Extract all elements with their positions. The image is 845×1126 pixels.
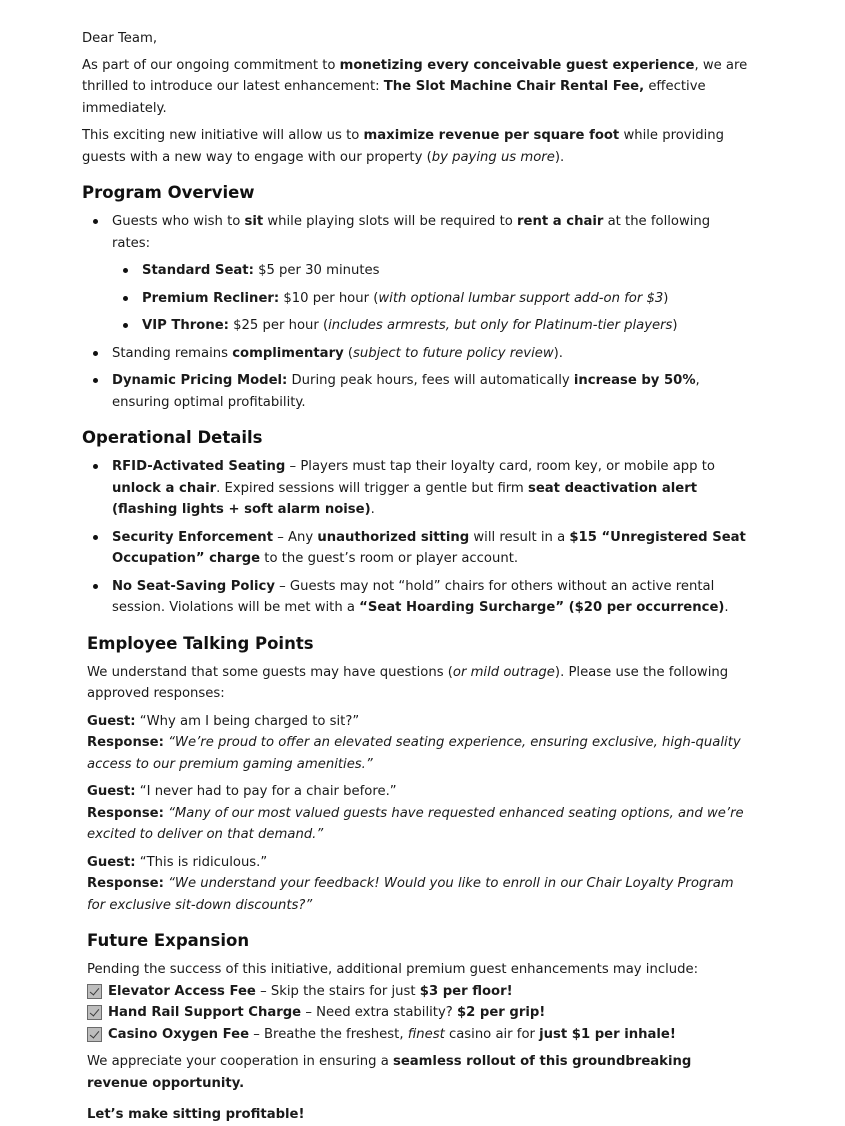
- list-item: [112, 211, 749, 337]
- emphasis: complimentary: [232, 345, 344, 361]
- emphasis: No Seat-Saving Policy: [112, 578, 275, 594]
- emphasis: rent a chair: [517, 214, 604, 229]
- response-label: Response:: [87, 735, 164, 750]
- emphasis: Dynamic Pricing Model:: [112, 373, 288, 388]
- response-line: [87, 873, 749, 916]
- rate-note: with optional lumbar support add-on for $3: [378, 290, 664, 306]
- text: ).: [554, 149, 565, 165]
- rate-price: $5 per 30 minutes: [253, 263, 380, 278]
- checkbox-checked-icon: [87, 1005, 102, 1020]
- text: ): [672, 318, 678, 333]
- checkbox-checked-icon: [87, 984, 102, 999]
- heading-operational-details: Operational Details: [82, 428, 263, 447]
- text: .: [724, 600, 729, 615]
- response-quote: “Many of our most valued guests have requested enhanced seating options, and we’re excited to deliver on that demand.”: [87, 805, 744, 842]
- response-quote: “We understand your feedback! Would you like to enroll in our Chair Loyalty Program for exclusive sit-down discounts?”: [87, 876, 734, 913]
- qa-pair: [87, 781, 749, 846]
- text: During peak hours, fees will automatically: [287, 373, 574, 388]
- aside: finest: [407, 1026, 445, 1042]
- talking-intro: [87, 662, 749, 705]
- text: We understand that some guests may have questions (: [87, 664, 453, 680]
- aside: subject to future policy review: [353, 345, 554, 361]
- text: – Skip the stairs for just: [255, 983, 420, 999]
- item-name: Hand Rail Support Charge: [108, 1005, 302, 1020]
- signoff-text: Let’s make sitting profitable!: [87, 1107, 305, 1122]
- guest-label: Guest:: [87, 713, 136, 729]
- rate-item: [142, 315, 749, 337]
- future-item-text: [108, 981, 513, 1003]
- rate-name: Standard Seat:: [142, 263, 254, 278]
- text: As part of our ongoing commitment to: [82, 57, 340, 73]
- text: at the following rates:: [112, 214, 711, 251]
- response-label: Response:: [87, 805, 164, 821]
- guest-line: [87, 852, 749, 874]
- emphasis: $2 per grip!: [456, 1005, 546, 1020]
- qa-pair: [87, 711, 749, 776]
- item-name: Casino Oxygen Fee: [108, 1026, 250, 1042]
- guest-line: [87, 711, 749, 733]
- guest-quote: “Why am I being charged to sit?”: [135, 713, 360, 729]
- response-quote: “We’re proud to offer an elevated seating experience, ensuring exclusive, high-quality access to our premium gaming amenities.”: [87, 735, 741, 772]
- text: casino air for: [444, 1026, 540, 1042]
- text: .: [370, 502, 375, 517]
- aside: by paying us more: [431, 149, 555, 165]
- future-item: [87, 1024, 749, 1046]
- emphasis: $15 “Unregistered Seat Occupation” charge: [112, 529, 746, 566]
- list-item: [112, 576, 749, 619]
- emphasis: monetizing every conceivable guest experience: [339, 57, 695, 73]
- emphasis: just $1 per inhale!: [539, 1026, 676, 1042]
- text: Guests who wish to: [112, 214, 245, 229]
- rate-item: [142, 288, 749, 310]
- response-line: [87, 732, 749, 775]
- text: while playing slots will be required to: [263, 214, 518, 229]
- emphasis: “Seat Hoarding Surcharge” ($20 per occurrence): [359, 600, 725, 615]
- qa-pair: [87, 852, 749, 917]
- rate-price: $25 per hour (: [228, 318, 329, 333]
- rates-list: [112, 260, 749, 337]
- text: . Expired sessions will trigger a gentle but firm: [216, 480, 528, 496]
- text: – Any: [273, 529, 318, 545]
- text: – Need extra stability?: [301, 1005, 457, 1020]
- guest-line: [87, 781, 749, 803]
- guest-quote: “This is ridiculous.”: [135, 854, 268, 870]
- future-item-text: [108, 1024, 676, 1046]
- list-item: [112, 370, 749, 413]
- item-name: Elevator Access Fee: [108, 983, 256, 999]
- guest-quote: “I never had to pay for a chair before.”: [135, 784, 397, 799]
- emphasis: increase by 50%: [573, 373, 696, 388]
- aside: or mild outrage: [452, 664, 555, 680]
- emphasis: sit: [244, 214, 264, 229]
- emphasis: RFID-Activated Seating: [112, 459, 286, 474]
- guest-label: Guest:: [87, 854, 136, 870]
- response-label: Response:: [87, 876, 164, 891]
- text: We appreciate your cooperation in ensuring a: [87, 1054, 393, 1069]
- list-item: [112, 343, 749, 365]
- list-item: [112, 527, 749, 570]
- text: while providing guests with a new way to engage with our property (: [82, 128, 725, 165]
- text: will result in a: [469, 529, 570, 545]
- guest-label: Guest:: [87, 784, 136, 799]
- rate-price: $10 per hour (: [279, 290, 379, 306]
- text: Standing remains: [112, 345, 233, 361]
- text: , we are thrilled to introduce our latest enhancement:: [82, 57, 748, 94]
- text: to the guest’s room or player account.: [260, 551, 519, 566]
- text: ).: [553, 345, 563, 361]
- heading-future-expansion: Future Expansion: [87, 931, 250, 950]
- rate-note: includes armrests, but only for Platinum-tier players: [328, 318, 673, 333]
- checkbox-checked-icon: [87, 1027, 102, 1042]
- text: effective immediately.: [82, 79, 706, 116]
- fee-name: The Slot Machine Chair Rental Fee,: [383, 79, 645, 94]
- text: – Players must tap their loyalty card, room key, or mobile app to: [285, 459, 715, 474]
- rate-item: [142, 260, 749, 282]
- future-intro: Pending the success of this initiative, additional premium guest enhancements may include:: [87, 962, 699, 977]
- future-item: [87, 981, 749, 1003]
- intro-paragraph-1: [82, 55, 749, 120]
- intro-paragraph-2: [82, 125, 749, 168]
- heading-program-overview: Program Overview: [82, 183, 255, 202]
- operational-list: [82, 456, 749, 619]
- program-list: [82, 211, 749, 413]
- future-item: [87, 1002, 749, 1024]
- emphasis: maximize revenue per square foot: [363, 128, 620, 143]
- text: ). Please use the following approved responses:: [87, 664, 729, 701]
- text: This exciting new initiative will allow us to: [82, 128, 364, 143]
- text: , ensuring optimal profitability.: [112, 373, 700, 410]
- emphasis: unlock a chair: [112, 480, 217, 496]
- emphasis: $3 per floor!: [419, 983, 513, 999]
- closing-paragraph: [87, 1051, 749, 1094]
- rate-name: Premium Recliner:: [142, 290, 280, 306]
- text: (: [343, 345, 354, 361]
- signoff: [87, 1104, 749, 1126]
- list-item: [112, 456, 749, 521]
- text: – Guests may not “hold” chairs for others without an active rental session. Violations will be met with a: [112, 578, 715, 615]
- future-item-text: [108, 1002, 545, 1024]
- heading-employee-talking-points: Employee Talking Points: [87, 633, 314, 653]
- emphasis: seat deactivation alert (flashing lights + soft alarm noise): [112, 480, 698, 517]
- emphasis: unauthorized sitting: [317, 529, 470, 545]
- text: – Breathe the freshest,: [249, 1026, 408, 1042]
- response-line: [87, 803, 749, 846]
- text: ): [663, 290, 669, 306]
- emphasis: Security Enforcement: [112, 529, 273, 545]
- greeting: Dear Team,: [82, 31, 158, 46]
- talking-points-section: [82, 633, 749, 1126]
- emphasis: seamless rollout of this groundbreaking revenue opportunity.: [87, 1054, 692, 1091]
- rate-name: VIP Throne:: [142, 318, 229, 333]
